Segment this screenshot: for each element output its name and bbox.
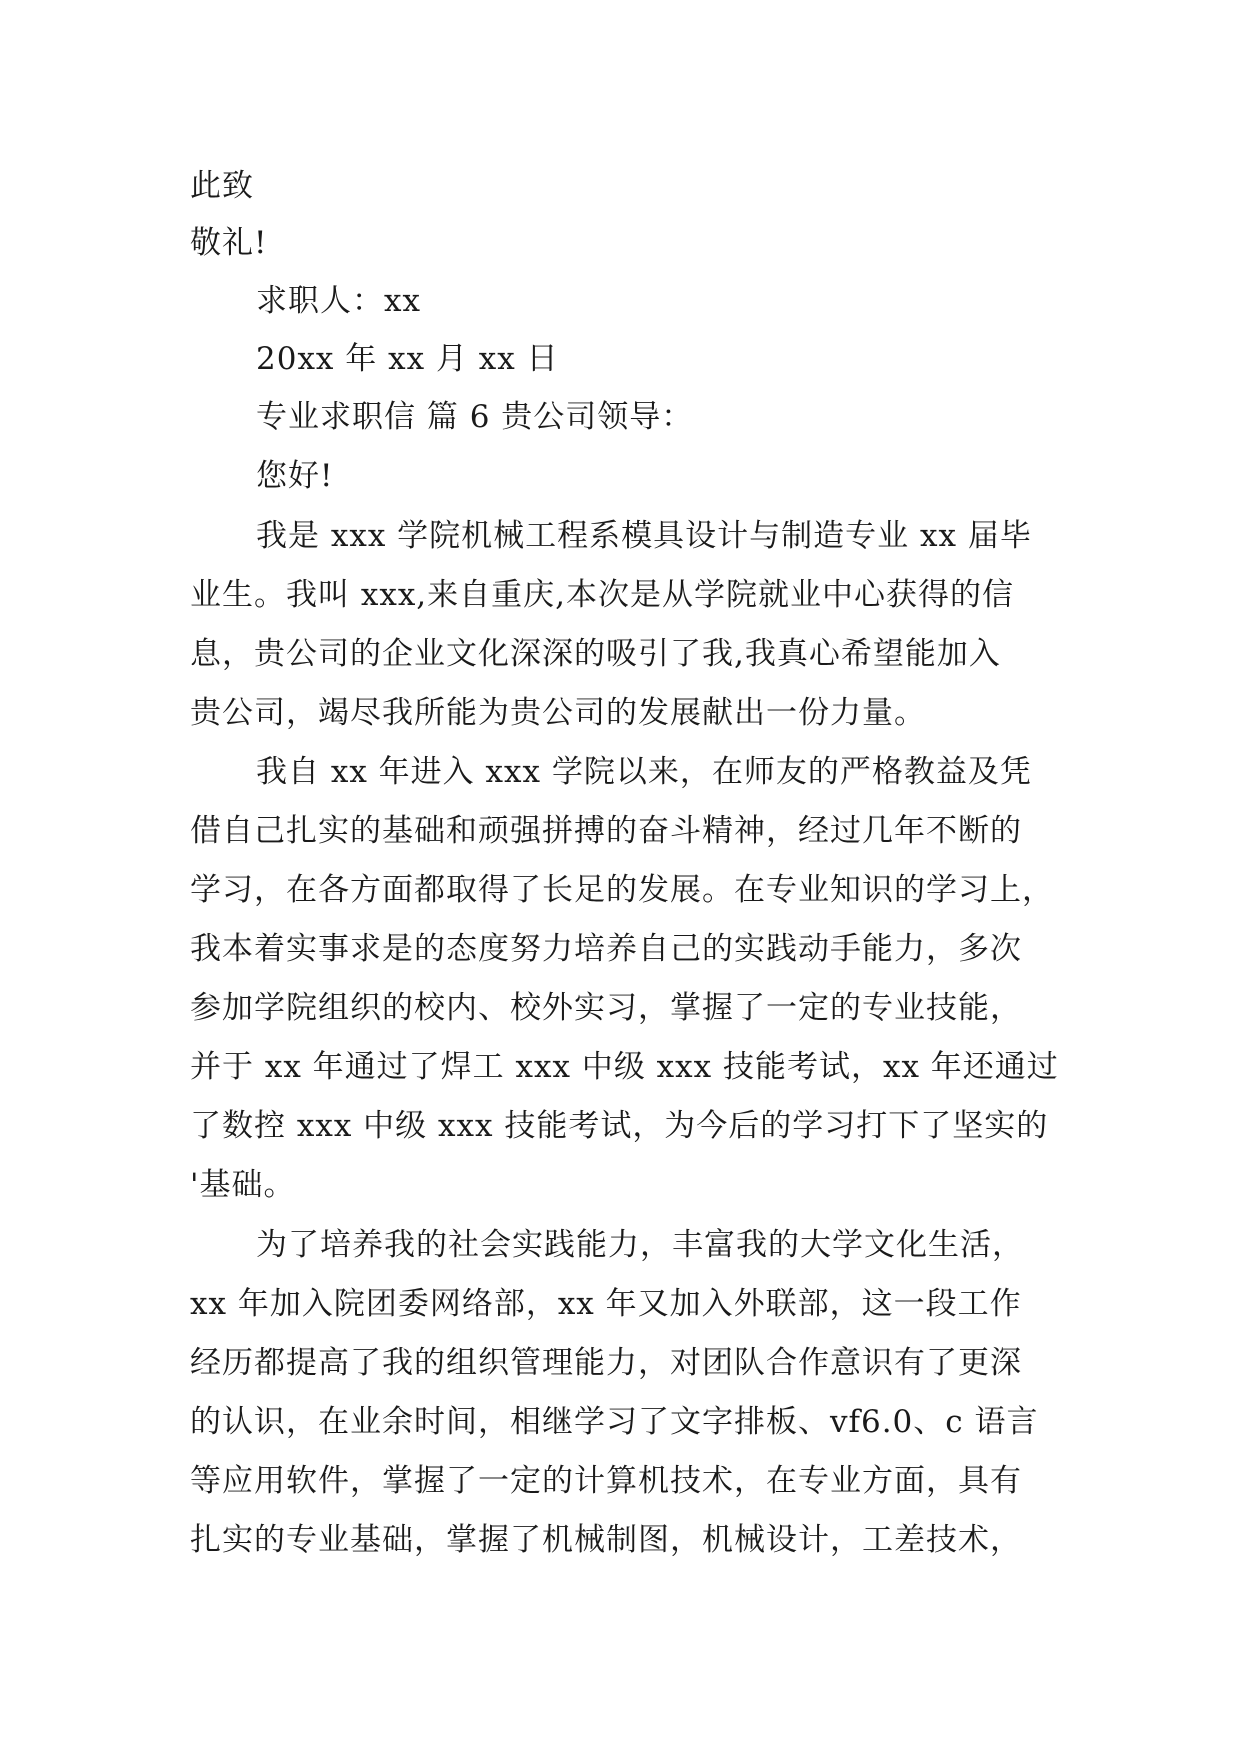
paragraph-2-line-5: 参加学院组织的校内、校外实习，掌握了一定的专业技能， (190, 990, 1022, 1026)
section-heading: 专业求职信 篇 6 贵公司领导： (256, 399, 694, 435)
paragraph-1-line-2: 业生。我叫 xxx,来自重庆,本次是从学院就业中心获得的信 (190, 577, 1015, 613)
paragraph-2-line-8: '基础。 (190, 1167, 296, 1203)
paragraph-2-line-2: 借自己扎实的基础和顽强拼搏的奋斗精神，经过几年不断的 (190, 813, 1022, 849)
paragraph-3-line-4: 的认识，在业余时间，相继学习了文字排板、vf6.0、c 语言 (190, 1404, 1039, 1440)
paragraph-1-line-3: 息，贵公司的企业文化深深的吸引了我,我真心希望能加入 (190, 636, 1001, 672)
signature-date: 20xx 年 xx 月 xx 日 (256, 341, 559, 377)
paragraph-3-line-2: xx 年加入院团委网络部，xx 年又加入外联部，这一段工作 (190, 1286, 1022, 1322)
paragraph-3-line-3: 经历都提高了我的组织管理能力，对团队合作意识有了更深 (190, 1345, 1022, 1381)
closing-line-1: 此致 (190, 168, 254, 204)
paragraph-2-line-4: 我本着实事求是的态度努力培养自己的实践动手能力，多次 (190, 931, 1022, 967)
paragraph-2-line-3: 学习，在各方面都取得了长足的发展。在专业知识的学习上， (190, 872, 1054, 908)
paragraph-3-line-1: 为了培养我的社会实践能力，丰富我的大学文化生活， (256, 1227, 1024, 1263)
paragraph-3-line-6: 扎实的专业基础，掌握了机械制图，机械设计，工差技术， (190, 1522, 1022, 1558)
paragraph-1-line-1: 我是 xxx 学院机械工程系模具设计与制造专业 xx 届毕 (256, 518, 1032, 554)
greeting: 您好! (256, 458, 334, 494)
paragraph-2-line-7: 了数控 xxx 中级 xxx 技能考试，为今后的学习打下了坚实的 (190, 1108, 1049, 1144)
paragraph-3-line-5: 等应用软件，掌握了一定的计算机技术，在专业方面，具有 (190, 1463, 1022, 1499)
paragraph-1-line-4: 贵公司，竭尽我所能为贵公司的发展献出一份力量。 (190, 695, 926, 731)
closing-line-2: 敬礼! (190, 225, 268, 261)
paragraph-2-line-6: 并于 xx 年通过了焊工 xxx 中级 xxx 技能考试，xx 年还通过 (190, 1049, 1059, 1085)
signature-applicant: 求职人：xx (256, 283, 421, 319)
paragraph-2-line-1: 我自 xx 年进入 xxx 学院以来，在师友的严格教益及凭 (256, 754, 1032, 790)
